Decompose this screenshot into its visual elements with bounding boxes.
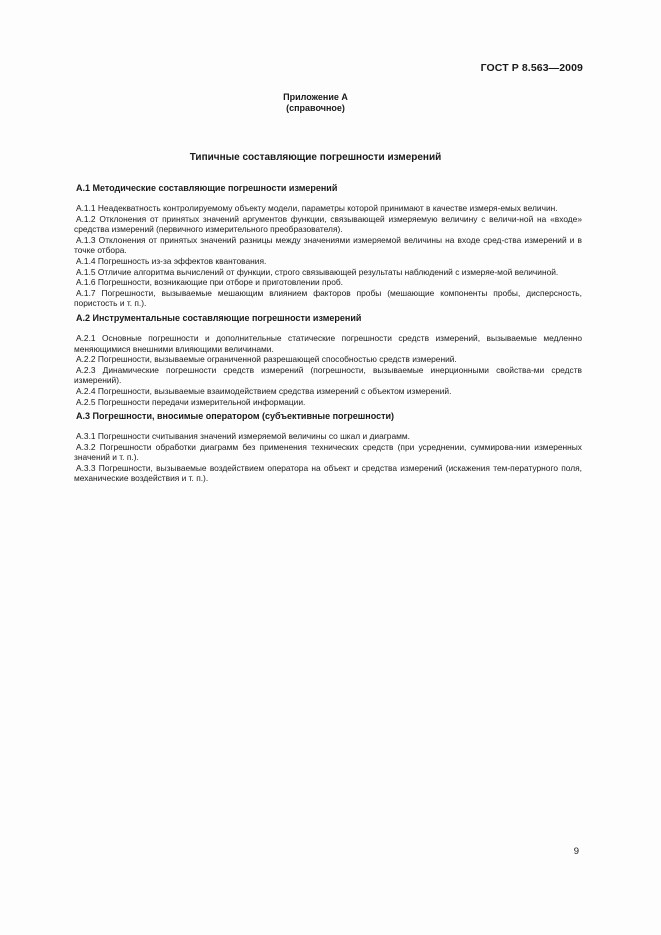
page-number: 9 (573, 846, 579, 857)
main-title: Типичные составляющие погрешности измерений (189, 152, 442, 163)
paragraph-a2-4: А.2.4 Погрешности, вызываемые взаимодействием средства измерений с объектом измерений. (76, 385, 452, 396)
document-code: ГОСТ Р 8.563—2009 (480, 62, 583, 74)
paragraph-a2-2: А.2.2 Погрешности, вызываемые ограниченной разрешающей способностью средств измерений. (76, 354, 457, 365)
paragraph-a1-7: А.1.7 Погрешности, вызываемые мешающим влиянием факторов пробы (мешающие компоненты пробы, дисперсность, пористость и т. п.). (74, 287, 582, 309)
paragraph-a1-4: А.1.4 Погрешность из-за эффектов квантования. (76, 255, 267, 266)
paragraph-a2-5: А.2.5 Погрешности передачи измерительной информации. (76, 396, 306, 407)
paragraph-a3-3: А.3.3 Погрешности, вызываемые воздействием оператора на объект и средства измерений (искажения тем-пературного поля, механические воздействия и т. п.). (74, 462, 582, 484)
appendix-label (0, 92, 631, 114)
paragraph-a2-3: А.2.3 Динамические погрешности средств измерений (погрешности, вызываемые инерционными свойства-ми средств измерений). (74, 364, 582, 386)
section-heading-a2: А.2 Инструментальные составляющие погрешности измерений (76, 312, 362, 323)
paragraph-a1-2: А.1.2 Отклонения от принятых значений аргументов функции, связывающей измеряемую величину с величи-ной на «входе» средства измерений (первичного измерительного преобразователя). (74, 213, 582, 235)
document-body (74, 183, 582, 484)
paragraph-text: А.1.1 Неадекватность контролируемому объекту модели, параметры которой принимают в качестве измеря-емых величин. (76, 203, 558, 213)
appendix-title: Приложение А (283, 92, 348, 102)
appendix-subtitle: (справочное) (286, 103, 345, 113)
section-heading-a1: А.1 Методические составляющие погрешности измерений (76, 183, 338, 193)
section-heading-a3: А.3 Погрешности, вносимые оператором (субъективные погрешности) (76, 411, 395, 422)
paragraph-a1-3: А.1.3 Отклонения от принятых значений разницы между значениями измеряемой величины на входе сред-ства измерений и в точке отбора. (74, 234, 582, 256)
paragraph-a3-2: А.3.2 Погрешности обработки диаграмм без применения технических средств (при усреднении, суммирова-нии измеренных значений и т. п.). (74, 441, 582, 463)
paragraph-a3-1: А.3.1 Погрешности считывания значений измеряемой величины со шкал и диаграмм. (76, 431, 410, 442)
paragraph-a1-6: А.1.6 Погрешности, возникающие при отборе и приготовлении проб. (76, 277, 343, 288)
paragraph-a1-1 (74, 203, 582, 214)
paragraph-a2-1: А.2.1 Основные погрешности и дополнительные статические погрешности средств измерений, вызываемые медленно меняющимися внешними влияющими величинами. (74, 332, 582, 354)
paragraph-a1-5: А.1.5 Отличие алгоритма вычислений от функции, строго связывающей результаты наблюдений с измеряе-мой величиной. (76, 266, 559, 277)
